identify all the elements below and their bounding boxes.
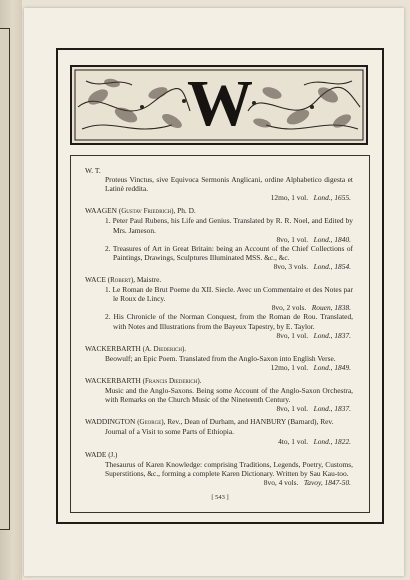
entry-author: WACKERBARTH (A. Diederich). (85, 343, 187, 353)
entry-author: WADDINGTON (George), Rev., Dean of Durham, and HANBURY (Barnard), Rev. (85, 417, 334, 427)
entry-title: 2. Treasures of Art in Great Britain: being an Account of the Chief Collections of Paintings, Drawings, Sculptures Illuminated MSS. &c., &c. (105, 243, 353, 262)
entry-author: W. T. (85, 166, 101, 175)
page-number: [ 543 ] (211, 494, 229, 501)
previous-page-edge (0, 28, 10, 530)
entry-imprint: 8vo, 4 vols. Tavoy, 1847-50. (263, 477, 351, 487)
entry-imprint: 8vo, 3 vols. Lond., 1854. (273, 261, 351, 271)
entry-title: 1. Le Roman de Brut Poeme du XII. Siecle. Avec un Commentaire et des Notes par le Roux de Lincy. (105, 285, 353, 304)
entry-imprint: 8vo, 1 vol. Lond., 1837. (276, 404, 351, 414)
entry-title: Proteus Vinctus, sive Equivoca Sermonis Anglicani, ordine Alphabetico digesta et Latinè reddita. (105, 175, 353, 194)
entry-title: Journal of a Visit to some Parts of Ethiopia. (105, 427, 234, 437)
book-page (24, 8, 404, 576)
entry-imprint: 8vo, 1 vol. Lond., 1837. (276, 330, 351, 340)
entry-title: Beowulf; an Epic Poem. Translated from the Anglo-Saxon into English Verse. (105, 353, 336, 363)
entries-frame (70, 155, 370, 513)
ornamental-header (70, 65, 368, 145)
entry-imprint: 8vo, 2 vols. Rouen, 1838. (271, 303, 351, 313)
drop-initial-letter: W (187, 67, 251, 140)
list-item (85, 206, 353, 271)
entry-author: WAAGEN (Gustav Friedrich), Ph. D. (85, 206, 196, 216)
bibliography-entries (85, 166, 353, 491)
entry-title: Music and the Anglo-Saxons. Being some Account of the Anglo-Saxon Orchestra, with Remarks on the Church Music of the Nineteenth Century. (105, 386, 353, 405)
entry-title: 1. Peter Paul Rubens, his Life and Genius. Translated by R. R. Noel, and Edited by Mrs. Jameson. (105, 216, 353, 235)
entry-author: WACE (Robert), Maistre. (85, 275, 162, 285)
list-item (85, 417, 353, 445)
list-item (85, 275, 353, 340)
entry-imprint: 4to, 1 vol. Lond., 1822. (278, 436, 351, 446)
list-item (85, 344, 353, 372)
entry-title: Thesaurus of Karen Knowledge: comprising Traditions, Legends, Poetry, Customs, Superstitions, &c., forming a complete Karen Dictionary. Written by Sau Kau-too. (105, 459, 353, 478)
page-border-frame (56, 48, 384, 524)
entry-imprint: 12mo, 1 vol. Lond., 1655. (270, 193, 351, 203)
list-item (85, 450, 353, 487)
entry-imprint: 8vo, 1 vol. Lond., 1840. (276, 234, 351, 244)
list-item (85, 166, 353, 202)
entry-title: 2. His Chronicle of the Norman Conquest, from the Roman de Rou. Translated, with Notes and Illustrations from the Bayeux Tapestry, by E. Taylor. (105, 312, 353, 331)
list-item (85, 376, 353, 413)
entry-author: WADE (J.) (85, 449, 118, 459)
entry-imprint: 12mo, 1 vol. Lond., 1849. (270, 362, 351, 372)
entry-author: WACKERBARTH (Francis Diederich). (85, 375, 202, 385)
